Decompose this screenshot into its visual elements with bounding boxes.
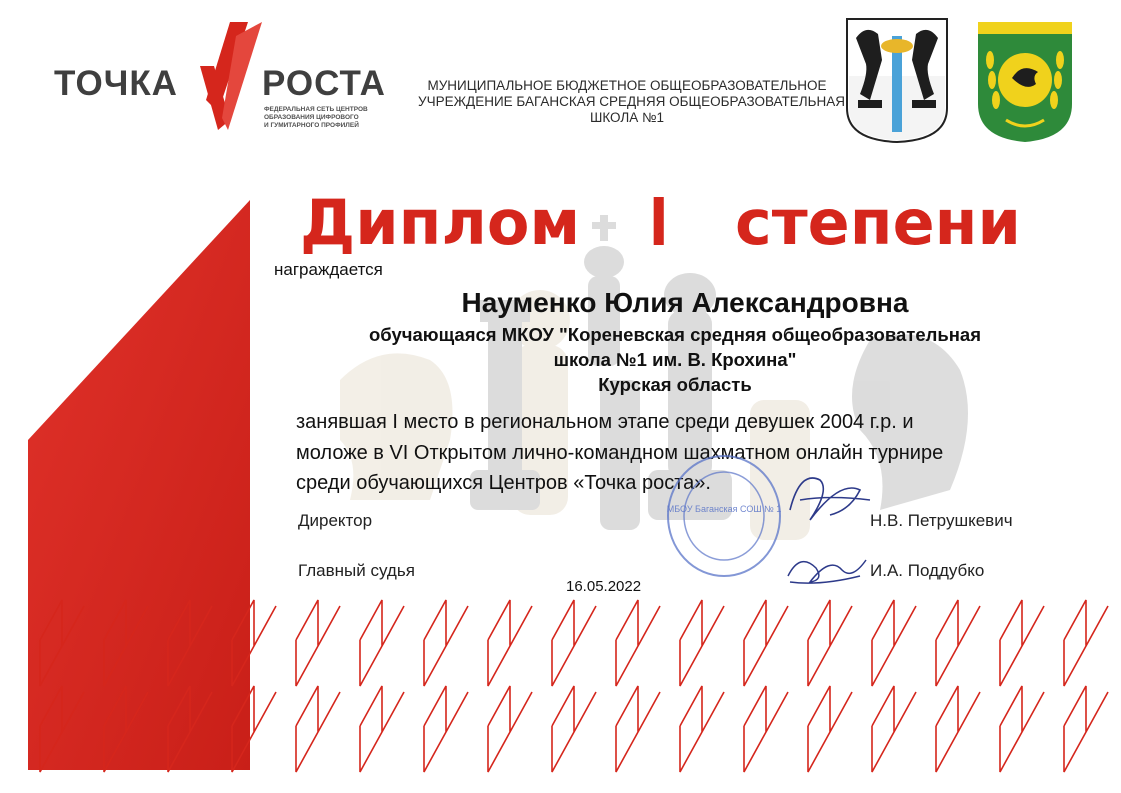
recipient-affiliation-line: обучающаяся МКОУ "Кореневская средняя общеобразовательная [369, 324, 981, 345]
chevron-mark [488, 686, 532, 772]
chevron-mark [1000, 686, 1044, 772]
chevron-mark [680, 600, 724, 686]
school-name-line: УЧРЕЖДЕНИЕ БАГАНСКАЯ СРЕДНЯЯ ОБЩЕОБРАЗОВАТЕЛЬНАЯ [418, 94, 845, 109]
school-name-line: ШКОЛА №1 [589, 110, 665, 125]
director-signature-icon [770, 470, 880, 530]
chevron-mark [488, 600, 532, 686]
chevron-mark [616, 600, 660, 686]
stamp-text: МБОУ Баганская СОШ № 1 [666, 504, 782, 514]
chevron-mark [616, 686, 660, 772]
chevron-mark [936, 686, 980, 772]
chevron-mark [360, 600, 404, 686]
chevron-mark [552, 600, 596, 686]
achievement-line: занявшая I место в региональном этапе среди девушек 2004 г.р. и [296, 411, 914, 433]
chevron-mark [1000, 600, 1044, 686]
judge-role: Главный судья [298, 561, 415, 580]
diploma-title: Диплом [300, 186, 581, 259]
chevron-mark [424, 686, 468, 772]
chevron-mark [360, 686, 404, 772]
chevron-mark [936, 600, 980, 686]
achievement-line: среди обучающихся Центров «Точка роста». [296, 472, 711, 494]
achievement-line: моложе в VI Открытом лично-командном шахматном онлайн турнире [296, 442, 944, 464]
issue-date: 16.05.2022 [566, 578, 642, 595]
director-name: Н.В. Петрушкевич [870, 511, 1013, 530]
red-triangle-decor [28, 200, 250, 770]
awarded-label: награждается [274, 260, 383, 279]
chevron-mark [872, 600, 916, 686]
logo-subtitle-line: ФЕДЕРАЛЬНАЯ СЕТЬ ЦЕНТРОВ [264, 106, 368, 113]
chevron-mark [1064, 600, 1108, 686]
chevron-mark [680, 686, 724, 772]
logo-subtitle-line: ОБРАЗОВАНИЯ ЦИФРОВОГО [264, 114, 359, 121]
recipient-name: Науменко Юлия Александровна [461, 287, 909, 318]
recipient-region: Курская область [598, 374, 752, 395]
chevron-mark [808, 686, 852, 772]
logo-word-left: ТОЧКА [54, 64, 178, 103]
chevron-mark [808, 600, 852, 686]
bagan-district-coat-of-arms-icon [976, 20, 1074, 144]
recipient-affiliation-line: школа №1 им. В. Крохина" [553, 349, 797, 370]
chevron-mark [744, 686, 788, 772]
judge-signature-icon [780, 546, 870, 590]
director-role: Директор [298, 511, 373, 530]
chevron-mark [296, 686, 340, 772]
diploma-title-degree-word: степени [735, 186, 1021, 259]
novosibirsk-coat-of-arms-icon [844, 16, 950, 144]
chevron-mark [872, 686, 916, 772]
chevron-mark [1064, 686, 1108, 772]
logo-word-right: РОСТА [262, 64, 386, 103]
school-name-line: МУНИЦИПАЛЬНОЕ БЮДЖЕТНОЕ ОБЩЕОБРАЗОВАТЕЛЬНОЕ [427, 78, 827, 93]
judge-name: И.А. Поддубко [870, 561, 985, 580]
diploma-degree: I [649, 182, 669, 260]
logo-checkmark-icon [200, 22, 266, 132]
logo-subtitle-line: И ГУМИТАРНОГО ПРОФИЛЕЙ [264, 122, 359, 129]
chevron-mark [296, 600, 340, 686]
school-stamp-icon [664, 452, 784, 582]
chevron-mark [744, 600, 788, 686]
chevron-mark [424, 600, 468, 686]
chevron-mark [552, 686, 596, 772]
